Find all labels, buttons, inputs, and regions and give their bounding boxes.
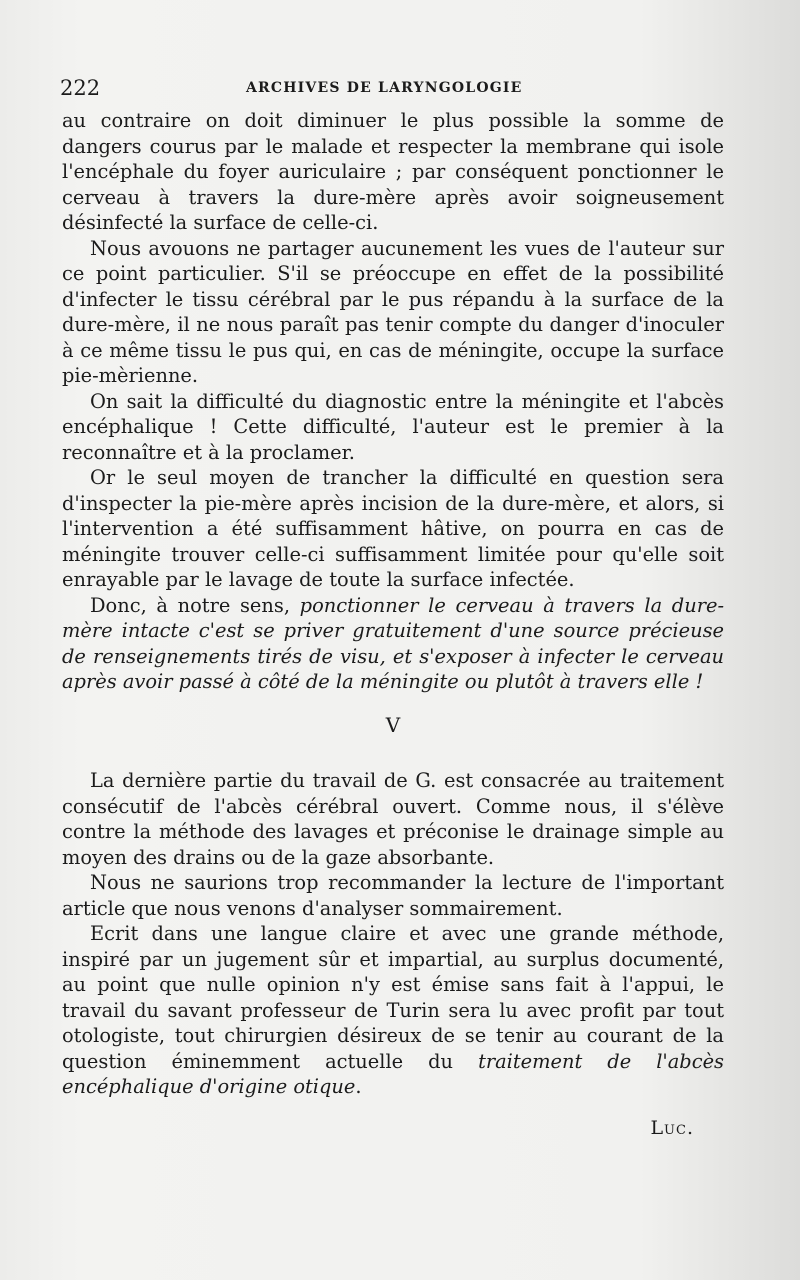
article-body (62, 108, 724, 1141)
paragraph: Nous ne saurions trop recommander la lecture de l'important article que nous venons d'analyser sommairement. (62, 871, 724, 920)
paragraph: Nous avouons ne partager aucunement les vues de l'auteur sur ce point particulier. S'il se préoccupe en effet de la possibilité d'infecter le tissu cérébral par le pus répandu à la surface de la dure-mère, il ne nous paraît pas tenir compte du danger d'inoculer à ce même tissu le pus qui, en cas de méningite, occupe la surface pie-mèrienne. (62, 236, 724, 387)
paragraph-lead: Donc, à notre sens, (90, 593, 300, 617)
section-heading: V (385, 712, 401, 737)
paragraph (62, 921, 724, 1100)
running-title: ARCHIVES DE LARYNGOLOGIE (246, 80, 523, 96)
paragraph: au contraire on doit diminuer le plus possible la somme de dangers courus par le malade et respecter la membrane qui isole l'encéphale du foyer auriculaire ; par conséquent ponctionner le cerveau à travers la dure-mère après avoir soigneusement désinfecté la surface de celle-ci. (62, 109, 724, 234)
paragraph-lead: Ecrit dans une langue claire et avec une grande méthode, inspiré par un jugement sûr et impartial, au surplus documenté, au point que nulle opinion n'y est émise sans fait à l'appui, le travail du savant professeur de Turin sera lu avec profit par tout otologiste, tout chirurgien désireux de se tenir au courant de la question éminemment actuelle du (62, 922, 724, 1073)
paragraph: On sait la difficulté du diagnostic entre la méningite et l'abcès encéphalique ! Cette difficulté, l'auteur est le premier à la reconnaître et à la proclamer. (62, 389, 724, 464)
page-number: 222 (60, 76, 101, 100)
paragraph-italic: ponctionner le cerveau à travers la dure-mère intacte c'est se priver gratuitement d'une source précieuse de renseignements tirés de visu, et s'exposer à infecter le cerveau après avoir passé à côté de la méningite ou plutôt à travers elle ! (62, 593, 725, 693)
author-signature: Luc. (650, 1116, 694, 1139)
paragraph (62, 593, 724, 695)
paragraph-italic: traitement de l'abcès encéphalique d'origine otique (62, 1049, 725, 1098)
paragraph: Or le seul moyen de trancher la difficulté en question sera d'inspecter la pie-mère après incision de la dure-mère, et alors, si l'intervention a été suffisamment hâtive, on pourra en cas de méningite trouver celle-ci suffisamment limitée pour qu'elle soit enrayable par le lavage de toute la surface infectée. (62, 466, 724, 591)
paragraph-tail: . (355, 1075, 362, 1098)
paragraph: La dernière partie du travail de G. est consacrée au traitement consécutif de l'abcès cérébral ouvert. Comme nous, il s'élève contre la méthode des lavages et préconise le drainage simple au moyen des drains ou de la gaze absorbante. (62, 769, 724, 869)
page-header (60, 76, 732, 104)
